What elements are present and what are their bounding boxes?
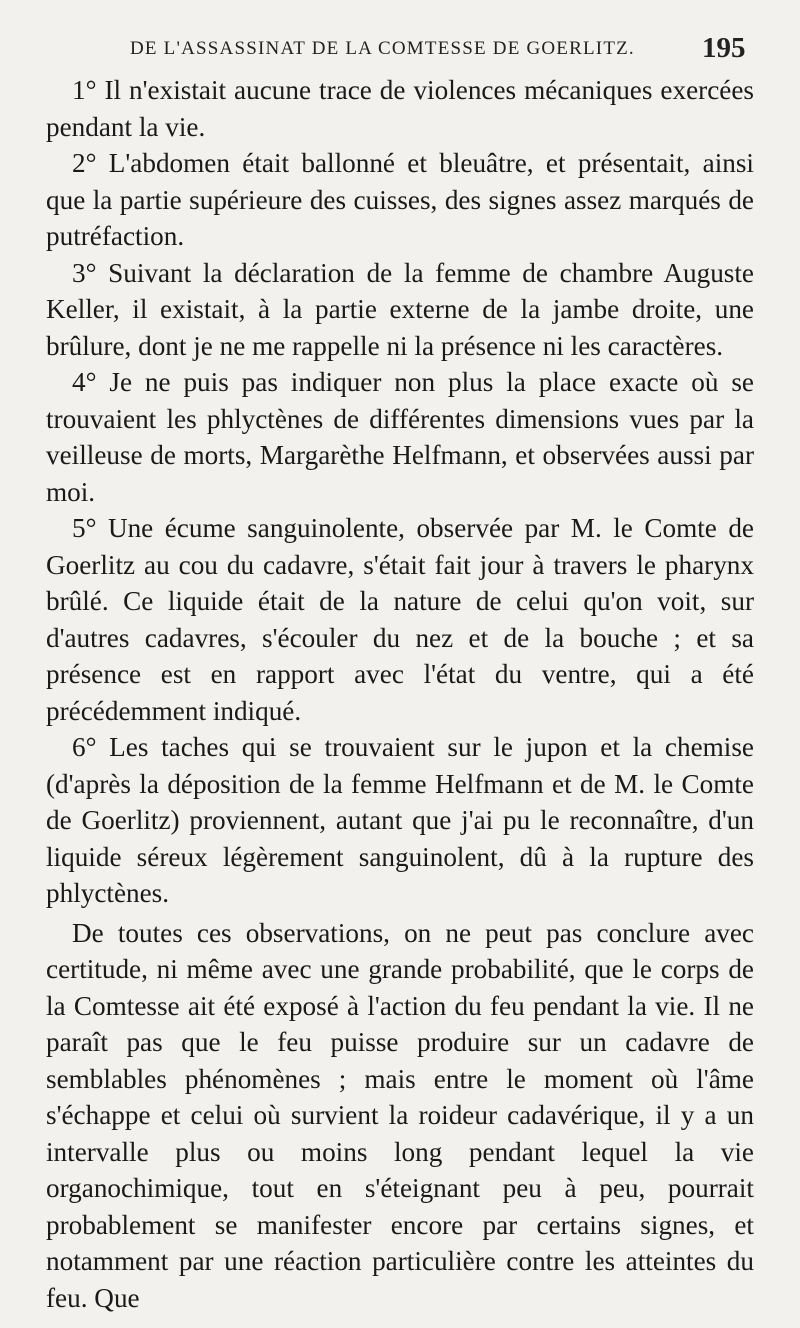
- paragraph-7: De toutes ces observations, on ne peut pas conclure avec certitude, ni même avec une grande probabilité, que le corps de la Comtesse ait été exposé à l'action du feu pendant la vie. Il ne paraît pas que le feu puisse produire sur un cadavre de semblables phénomènes ; mais entre le moment où l'âme s'échappe et celui où survient la roideur cadavérique, il y a un intervalle plus ou moins long pendant lequel la vie organochimique, tout en s'éteignant peu à peu, pourrait probablement se manifester encore par certains signes, et notamment par une réaction particulière contre les atteintes du feu. Que: [46, 917, 754, 1313]
- paragraph-2: 2° L'abdomen était ballonné et bleuâtre, et présentait, ainsi que la partie supérieure des cuisses, des signes assez marqués de putréfaction.: [46, 148, 754, 251]
- paragraph-5: 5° Une écume sanguinolente, observée par M. le Comte de Goerlitz au cou du cadavre, s'était fait jour à travers le pharynx brûlé. Ce liquide était de la nature de celui qu'on voit, sur d'autres cadavres, s'écouler du nez et de la bouche ; et sa présence est en rapport avec l'état du ventre, qui a été précédemment indiqué.: [46, 513, 754, 726]
- paragraph-6: 6° Les taches qui se trouvaient sur le jupon et la chemise (d'après la déposition de la femme Helfmann et de M. le Comte de Goerlitz) proviennent, autant que j'ai pu le reconnaître, d'un liquide séreux légèrement sanguinolent, dû à la rupture des phlyctènes.: [46, 732, 754, 908]
- body-text: [46, 72, 754, 1316]
- running-title: DE L'ASSASSINAT DE LA COMTESSE DE GOERLITZ.: [130, 38, 635, 59]
- paragraph-3: 3° Suivant la déclaration de la femme de chambre Auguste Keller, il existait, à la partie externe de la jambe droite, une brûlure, dont je ne me rappelle ni la présence ni les caractères.: [46, 257, 754, 361]
- page-header: [0, 32, 800, 72]
- page-number: 195: [702, 32, 746, 64]
- paragraph-4: 4° Je ne puis pas indiquer non plus la place exacte où se trouvaient les phlyctènes de différentes dimensions vues par la veilleuse de morts, Margarèthe Helfmann, et observées aussi par moi.: [46, 367, 754, 507]
- paragraph-1: 1° Il n'existait aucune trace de violences mécaniques exercées pendant la vie.: [46, 75, 754, 142]
